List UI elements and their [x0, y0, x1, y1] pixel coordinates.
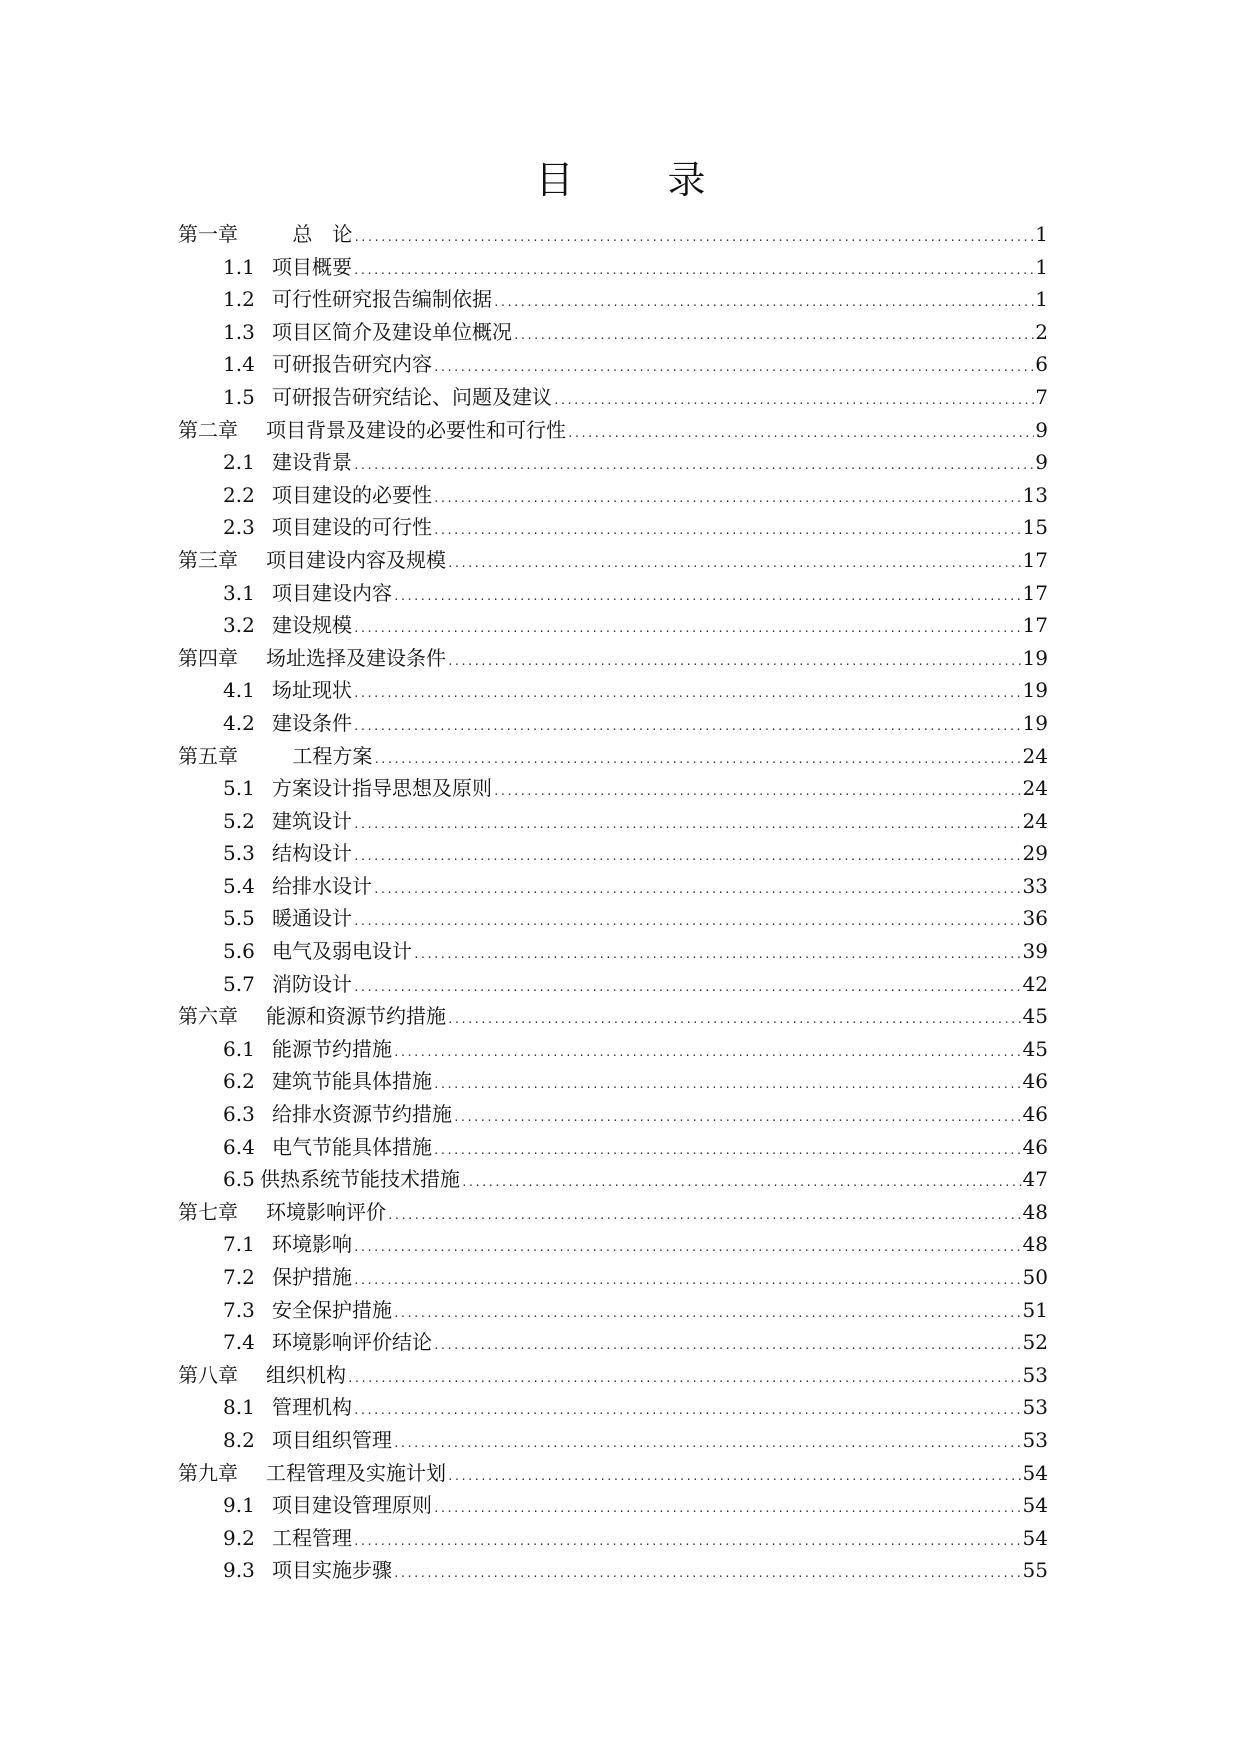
toc-chapter-row[interactable]	[178, 1457, 1048, 1490]
toc-page-number: 17	[1022, 547, 1048, 572]
toc-entry-title: 电气节能具体措施	[272, 1134, 432, 1159]
toc-entry-title: 工程方案	[266, 743, 373, 768]
toc-chapter-row[interactable]	[178, 1000, 1048, 1033]
toc-entry-title: 结构设计	[272, 841, 352, 866]
toc-entry-number: 6.2	[223, 1069, 255, 1094]
toc-entry-number: 5.2	[223, 808, 255, 833]
toc-entry-title: 给排水设计	[272, 873, 372, 898]
toc-dot-leader	[353, 1395, 1022, 1428]
toc-dot-leader	[353, 1265, 1022, 1298]
toc-page-number: 1	[1035, 222, 1048, 246]
toc-entry-title: 项目建设内容	[272, 580, 392, 605]
toc-entry-number: 4.2	[223, 710, 255, 735]
toc-entry-number: 7.1	[223, 1232, 255, 1257]
toc-section-row[interactable]	[178, 251, 1048, 284]
toc-dot-leader	[353, 809, 1022, 842]
toc-entry-title: 项目背景及建设的必要性和可行性	[266, 417, 566, 442]
toc-entry-number: 第八章	[178, 1362, 238, 1387]
toc-page-number: 55	[1022, 1558, 1048, 1583]
toc-section-row[interactable]	[178, 1131, 1048, 1164]
toc-dot-leader	[493, 776, 1022, 809]
toc-entry-number: 第七章	[178, 1199, 238, 1224]
toc-page-number: 46	[1022, 1069, 1048, 1094]
toc-chapter-row[interactable]	[178, 642, 1048, 675]
toc-entry-title: 项目建设的可行性	[272, 515, 432, 540]
toc-section-row[interactable]	[178, 1228, 1048, 1261]
toc-page-number: 46	[1022, 1134, 1048, 1159]
toc-entry-number: 6.1	[223, 1036, 255, 1061]
toc-dot-leader	[347, 1363, 1022, 1396]
toc-section-row[interactable]	[178, 902, 1048, 935]
toc-section-row[interactable]	[178, 479, 1048, 512]
toc-section-row[interactable]	[178, 1163, 1048, 1196]
toc-entry-number: 5.6	[223, 939, 255, 964]
toc-entry-title: 暖通设计	[272, 906, 352, 931]
toc-entry-number: 8.2	[223, 1427, 255, 1452]
toc-page-number: 53	[1022, 1427, 1048, 1452]
toc-page-number: 29	[1022, 841, 1048, 866]
toc-dot-leader	[447, 548, 1022, 581]
toc-entry-title: 保护措施	[272, 1265, 352, 1289]
toc-entry-number: 第五章	[178, 743, 238, 768]
toc-page-number: 39	[1022, 939, 1048, 964]
toc-page-number: 2	[1035, 319, 1048, 344]
toc-list	[178, 218, 1048, 1587]
toc-section-row[interactable]	[178, 1261, 1048, 1294]
toc-dot-leader	[373, 874, 1022, 907]
toc-dot-leader	[353, 841, 1022, 874]
toc-dot-leader	[453, 1102, 1022, 1135]
toc-page-number: 15	[1022, 515, 1048, 540]
toc-page-number: 46	[1022, 1102, 1048, 1127]
toc-chapter-row[interactable]	[178, 740, 1048, 773]
toc-dot-leader	[553, 385, 1034, 418]
toc-entry-number: 4.1	[223, 678, 255, 703]
toc-dot-leader	[433, 1069, 1022, 1102]
toc-page-number: 36	[1022, 906, 1048, 931]
toc-entry-title: 可研报告研究内容	[272, 352, 432, 377]
toc-dot-leader	[353, 222, 1034, 255]
toc-entry-number: 7.4	[223, 1330, 255, 1355]
toc-page-number: 53	[1022, 1395, 1048, 1420]
toc-dot-leader	[393, 1428, 1022, 1461]
toc-entry-number: 1.4	[223, 352, 255, 377]
toc-entry-title: 建筑设计	[272, 808, 352, 833]
toc-entry-number: 5.5	[223, 906, 255, 931]
toc-dot-leader	[353, 1232, 1022, 1265]
toc-entry-title: 能源节约措施	[272, 1036, 392, 1061]
toc-entry-title: 项目组织管理	[272, 1427, 392, 1452]
toc-section-row[interactable]	[178, 674, 1048, 707]
toc-entry-title: 可行性研究报告编制依据	[272, 287, 492, 312]
toc-entry-number: 6.4	[223, 1134, 255, 1159]
toc-dot-leader	[393, 1558, 1022, 1591]
page-title: 目 录	[535, 158, 734, 202]
toc-page-number: 9	[1035, 450, 1048, 475]
toc-page-number: 19	[1022, 645, 1048, 670]
toc-section-row[interactable]	[178, 968, 1048, 1001]
toc-section-row[interactable]	[178, 577, 1048, 610]
toc-dot-leader	[393, 1037, 1022, 1070]
toc-page-number: 19	[1022, 678, 1048, 703]
toc-entry-number: 3.1	[223, 580, 255, 605]
toc-page-number: 53	[1022, 1362, 1048, 1387]
toc-entry-title: 总 论	[266, 222, 353, 246]
toc-dot-leader	[413, 939, 1022, 972]
toc-entry-number: 5.1	[223, 776, 255, 801]
toc-entry-title: 建设背景	[272, 450, 352, 475]
toc-page-number: 54	[1022, 1525, 1048, 1550]
toc-dot-leader	[353, 1526, 1022, 1559]
toc-section-row[interactable]	[178, 609, 1048, 642]
toc-page-number: 17	[1022, 613, 1048, 638]
toc-page-number: 17	[1022, 580, 1048, 605]
toc-dot-leader	[433, 1330, 1022, 1363]
toc-section-row[interactable]	[178, 870, 1048, 903]
toc-entry-title: 建设规模	[272, 613, 352, 638]
toc-entry-number: 6.3	[223, 1102, 255, 1127]
toc-section-row[interactable]	[178, 707, 1048, 740]
toc-entry-number: 2.1	[223, 450, 255, 475]
toc-entry-number: 1.2	[223, 287, 255, 312]
toc-page-number: 9	[1035, 417, 1048, 442]
toc-chapter-row[interactable]	[178, 544, 1048, 577]
toc-chapter-row[interactable]	[178, 218, 1048, 251]
toc-section-row[interactable]	[178, 381, 1048, 414]
toc-entry-title: 管理机构	[272, 1395, 352, 1420]
toc-entry-number: 第三章	[178, 547, 238, 572]
toc-entry-number: 9.2	[223, 1525, 255, 1550]
toc-dot-leader	[353, 450, 1034, 483]
toc-entry-number: 9.1	[223, 1493, 255, 1518]
toc-section-row[interactable]	[178, 316, 1048, 349]
toc-section-row[interactable]	[178, 283, 1048, 316]
toc-entry-number: 5.4	[223, 873, 255, 898]
toc-section-row[interactable]	[178, 511, 1048, 544]
toc-page-number: 24	[1022, 808, 1048, 833]
toc-entry-number: 8.1	[223, 1395, 255, 1420]
toc-section-row[interactable]	[178, 935, 1048, 968]
toc-entry-number: 第九章	[178, 1460, 238, 1485]
toc-entry-title: 建设条件	[272, 710, 352, 735]
toc-entry-title: 电气及弱电设计	[272, 939, 412, 964]
toc-section-row[interactable]	[178, 446, 1048, 479]
toc-dot-leader	[353, 972, 1022, 1005]
toc-section-row[interactable]	[178, 1489, 1048, 1522]
toc-page-number: 24	[1022, 743, 1048, 768]
toc-dot-leader	[353, 711, 1022, 744]
toc-section-row[interactable]	[178, 1065, 1048, 1098]
toc-entry-number: 6.5	[223, 1167, 255, 1192]
toc-page-number: 7	[1035, 384, 1048, 409]
toc-entry-number: 第四章	[178, 645, 238, 670]
toc-dot-leader	[513, 320, 1034, 353]
toc-entry-title: 环境影响评价	[266, 1199, 386, 1224]
toc-page-number: 50	[1022, 1265, 1048, 1289]
toc-entry-title: 环境影响	[272, 1232, 352, 1257]
toc-entry-title: 项目建设的必要性	[272, 482, 432, 507]
toc-entry-number: 7.3	[223, 1297, 255, 1322]
toc-dot-leader	[447, 1004, 1022, 1037]
toc-section-row[interactable]	[178, 1098, 1048, 1131]
toc-entry-number: 5.3	[223, 841, 255, 866]
toc-page-number: 42	[1022, 971, 1048, 996]
toc-page-number: 1	[1035, 287, 1048, 312]
toc-entry-title: 工程管理及实施计划	[266, 1460, 446, 1485]
toc-entry-title: 环境影响评价结论	[272, 1330, 432, 1355]
toc-dot-leader	[353, 906, 1022, 939]
toc-page-number: 13	[1022, 482, 1048, 507]
toc-section-row[interactable]	[178, 1033, 1048, 1066]
toc-chapter-row[interactable]	[178, 1359, 1048, 1392]
toc-dot-leader	[433, 483, 1022, 516]
toc-page-number: 45	[1022, 1036, 1048, 1061]
toc-entry-number: 2.3	[223, 515, 255, 540]
toc-dot-leader	[461, 1167, 1022, 1200]
toc-entry-number: 1.5	[223, 384, 255, 409]
toc-dot-leader	[447, 646, 1022, 679]
toc-page-number: 45	[1022, 1004, 1048, 1029]
toc-section-row[interactable]	[178, 1391, 1048, 1424]
toc-page-number: 1	[1035, 254, 1048, 279]
toc-dot-leader	[353, 613, 1022, 646]
toc-dot-leader	[353, 678, 1022, 711]
toc-entry-title: 能源和资源节约措施	[266, 1004, 446, 1029]
toc-entry-number: 2.2	[223, 482, 255, 507]
toc-page-number: 24	[1022, 776, 1048, 801]
toc-section-row[interactable]	[178, 805, 1048, 838]
toc-page-number: 48	[1022, 1232, 1048, 1257]
toc-page-number: 6	[1035, 352, 1048, 377]
toc-entry-number: 第二章	[178, 417, 238, 442]
toc-dot-leader	[387, 1200, 1022, 1233]
toc-dot-leader	[447, 1461, 1022, 1494]
toc-entry-number: 第六章	[178, 1004, 238, 1029]
toc-section-row[interactable]	[178, 1522, 1048, 1555]
toc-section-row[interactable]	[178, 348, 1048, 381]
toc-page-number: 47	[1022, 1167, 1048, 1192]
toc-page-number: 19	[1022, 710, 1048, 735]
toc-dot-leader	[493, 287, 1034, 320]
toc-entry-title: 组织机构	[266, 1362, 346, 1387]
toc-entry-title: 场址选择及建设条件	[266, 645, 446, 670]
toc-entry-title: 供热系统节能技术措施	[260, 1167, 460, 1192]
toc-entry-title: 消防设计	[272, 971, 352, 996]
toc-entry-title: 项目实施步骤	[272, 1558, 392, 1583]
toc-dot-leader	[393, 1298, 1022, 1331]
toc-entry-title: 给排水资源节约措施	[272, 1102, 452, 1127]
toc-page-number: 54	[1022, 1493, 1048, 1518]
toc-page-number: 48	[1022, 1199, 1048, 1224]
toc-entry-title: 项目区简介及建设单位概况	[272, 319, 512, 344]
toc-section-row[interactable]	[178, 1424, 1048, 1457]
toc-entry-title: 项目建设内容及规模	[266, 547, 446, 572]
toc-page-number: 52	[1022, 1330, 1048, 1355]
toc-dot-leader	[393, 581, 1022, 614]
toc-section-row[interactable]	[178, 837, 1048, 870]
toc-dot-leader	[433, 515, 1022, 548]
toc-entry-number: 1.1	[223, 254, 255, 279]
toc-entry-number: 5.7	[223, 971, 255, 996]
toc-entry-title: 可研报告研究结论、问题及建议	[272, 384, 552, 409]
toc-entry-title: 方案设计指导思想及原则	[272, 776, 492, 801]
toc-entry-title: 建筑节能具体措施	[272, 1069, 432, 1094]
toc-entry-title: 项目建设管理原则	[272, 1493, 432, 1518]
toc-entry-title: 场址现状	[272, 678, 352, 703]
toc-entry-number: 1.3	[223, 319, 255, 344]
toc-entry-title: 安全保护措施	[272, 1297, 392, 1322]
toc-entry-number: 7.2	[223, 1265, 255, 1289]
toc-section-row[interactable]	[178, 1326, 1048, 1359]
toc-page-number: 54	[1022, 1460, 1048, 1485]
toc-section-row[interactable]	[178, 1294, 1048, 1327]
toc-chapter-row[interactable]	[178, 1196, 1048, 1229]
toc-entry-number: 第一章	[178, 222, 238, 246]
toc-entry-title: 工程管理	[272, 1525, 352, 1550]
toc-dot-leader	[433, 1493, 1022, 1526]
toc-dot-leader	[567, 418, 1034, 451]
toc-chapter-row[interactable]	[178, 414, 1048, 447]
toc-page-number: 33	[1022, 873, 1048, 898]
toc-section-row[interactable]	[178, 772, 1048, 805]
toc-entry-number: 9.3	[223, 1558, 255, 1583]
toc-page-number: 51	[1022, 1297, 1048, 1322]
toc-section-row[interactable]	[178, 1554, 1048, 1587]
toc-dot-leader	[433, 1135, 1022, 1168]
toc-entry-number: 3.2	[223, 613, 255, 638]
toc-entry-title: 项目概要	[272, 254, 352, 279]
